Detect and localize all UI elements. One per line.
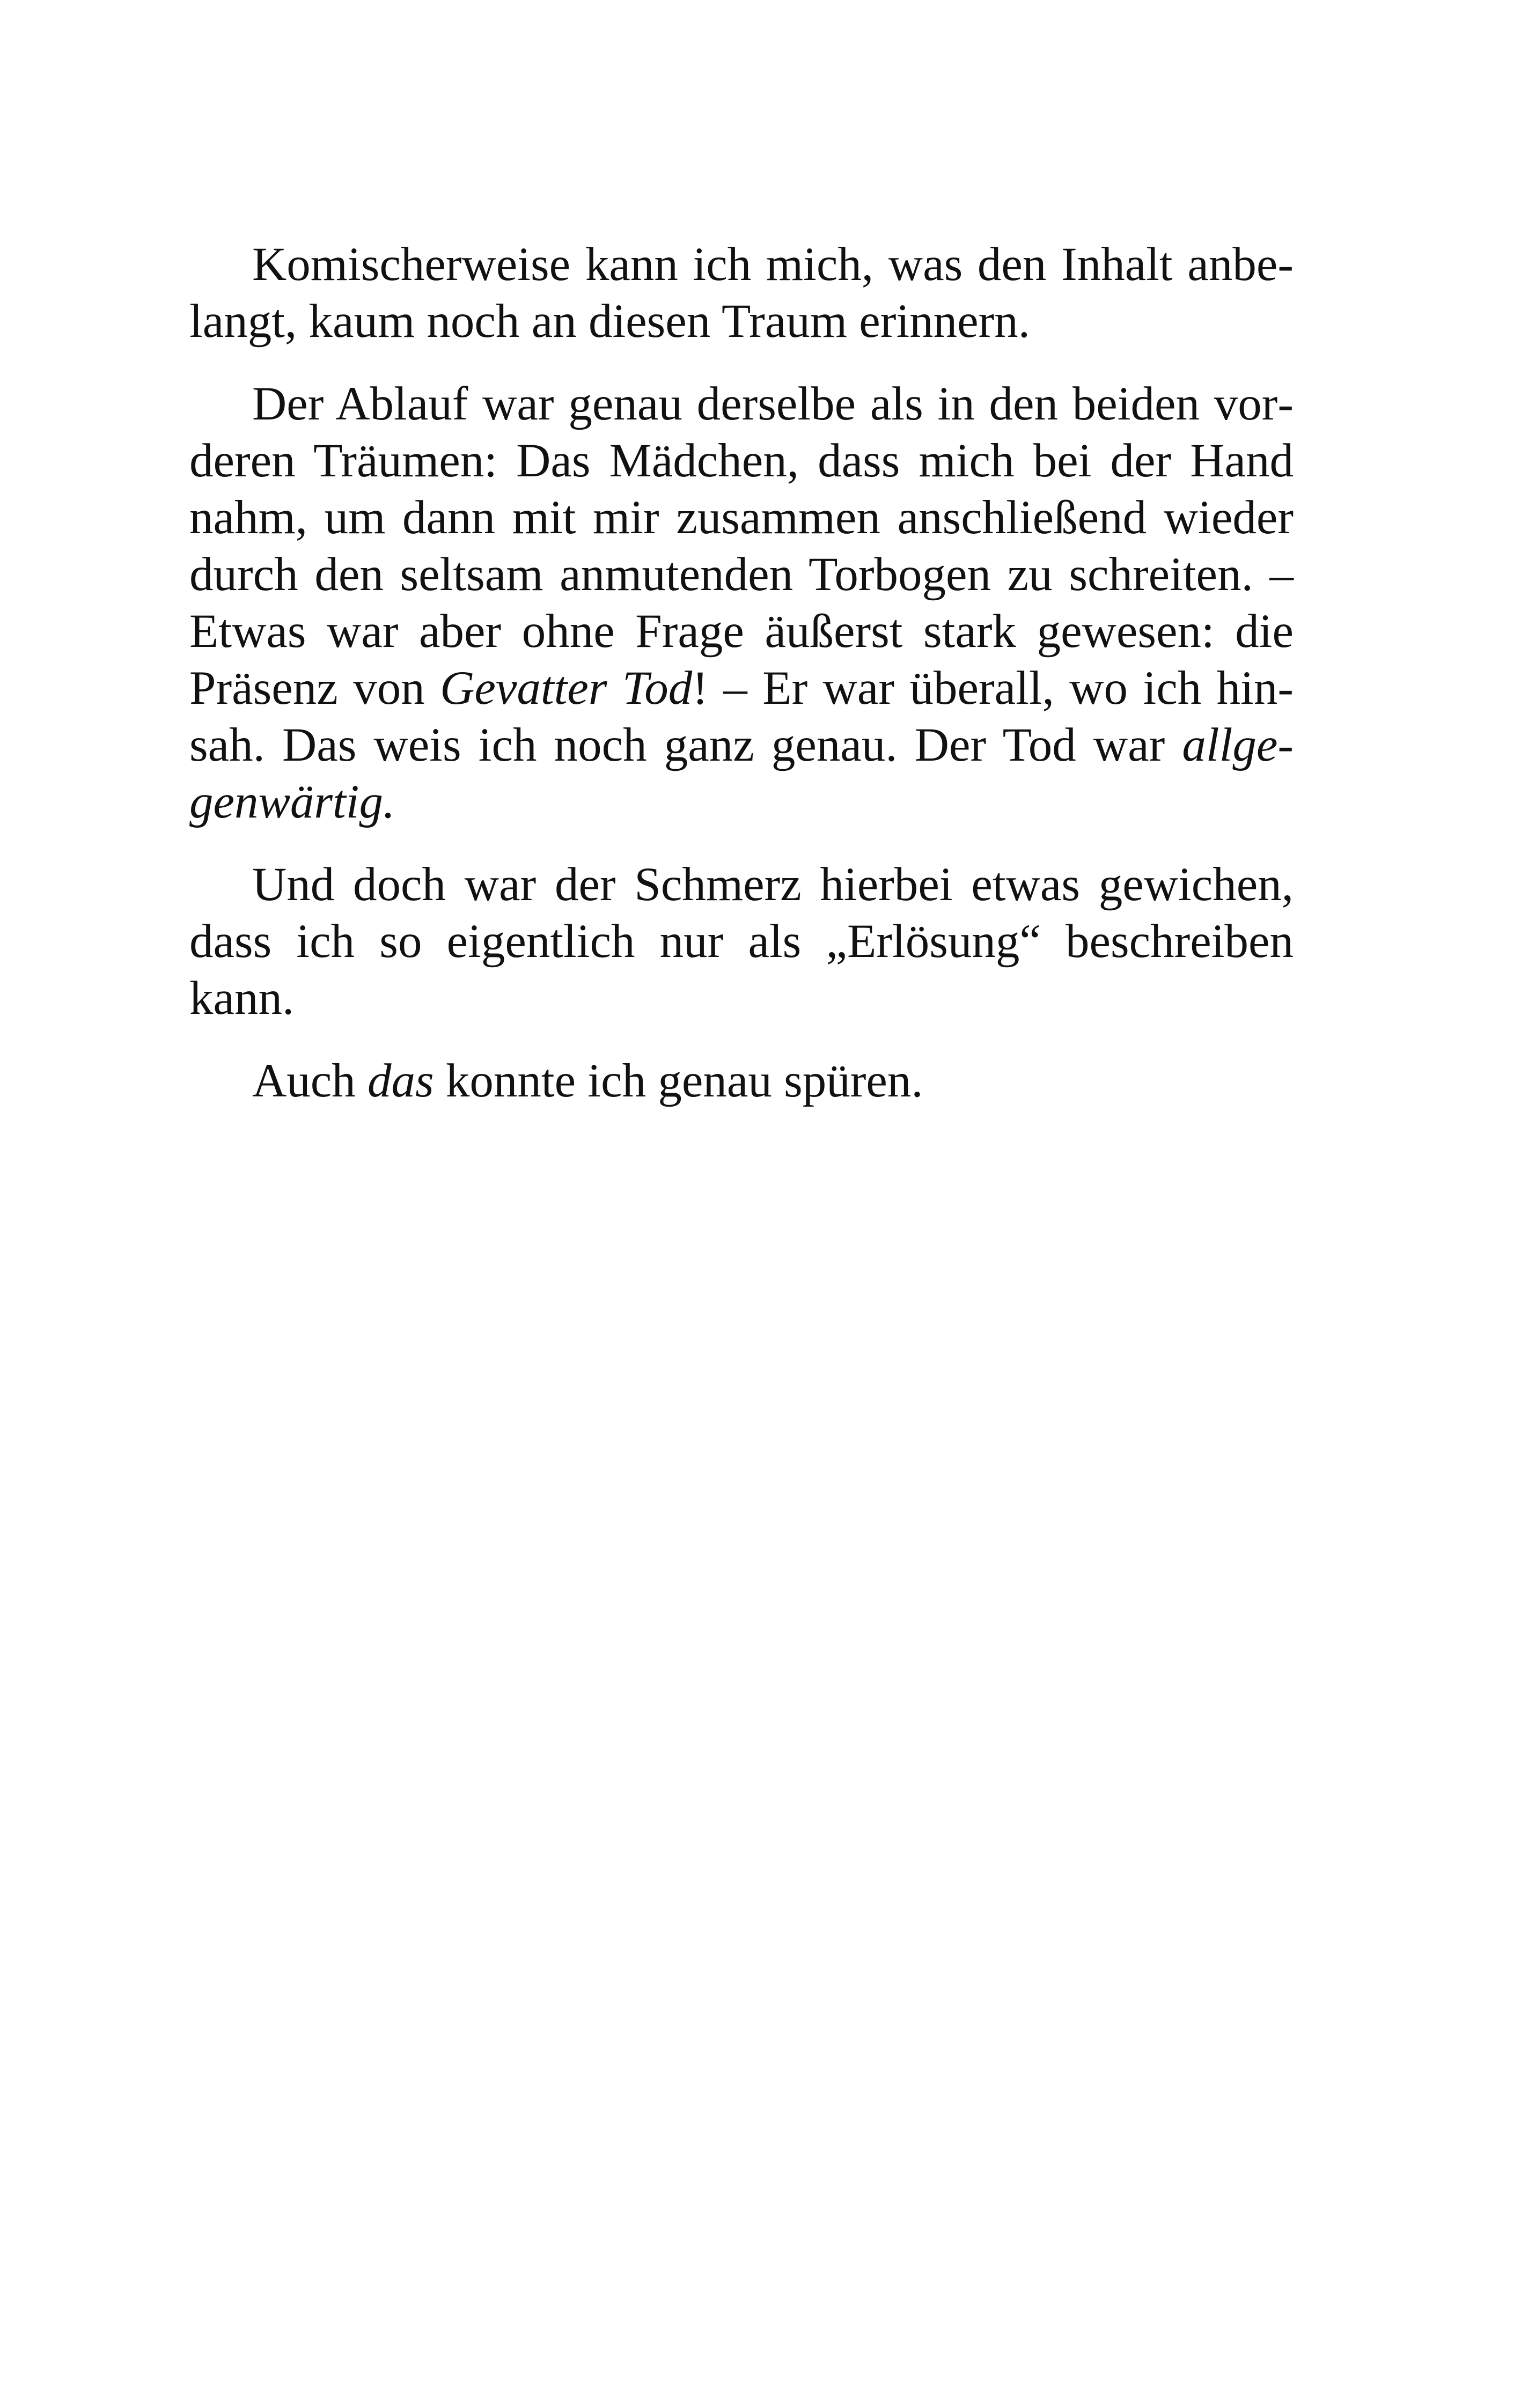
emphasis-text: Gevatter Tod [440, 662, 693, 715]
text-segment: konnte ich genau spüren. [433, 1055, 923, 1107]
emphasis-text: allgegenwärtig. [189, 719, 1294, 828]
body-text [189, 236, 1294, 1135]
text-segment: ! – Er war überall, wo ich hinsah. Das weis ich noch ganz genau. Der Tod war [189, 662, 1294, 771]
text-segment: Komischerweise kann ich mich, was den Inhalt anbelangt, kaum noch an diesen Traum erinnern. [189, 238, 1294, 348]
paragraph [189, 856, 1294, 1027]
emphasis-text: das [368, 1055, 434, 1107]
text-segment: Und doch war der Schmerz hierbei etwas gewichen, dass ich so eigentlich nur als „Erlösung“ beschreiben kann. [189, 858, 1294, 1025]
text-segment: Der Ablauf war genau derselbe als in den beiden vorderen Träumen: Das Mädchen, dass mich bei der Hand nahm, um dann mit mir zusammen anschließend wieder durch den seltsam anmutenden Torbogen zu schreiten. – Etwas war aber ohne Frage äußerst stark gewesen: die Präsenz von [189, 378, 1294, 715]
paragraph [189, 1052, 1294, 1109]
paragraph [189, 375, 1294, 830]
paragraph [189, 236, 1294, 350]
text-segment: Auch [252, 1055, 368, 1107]
